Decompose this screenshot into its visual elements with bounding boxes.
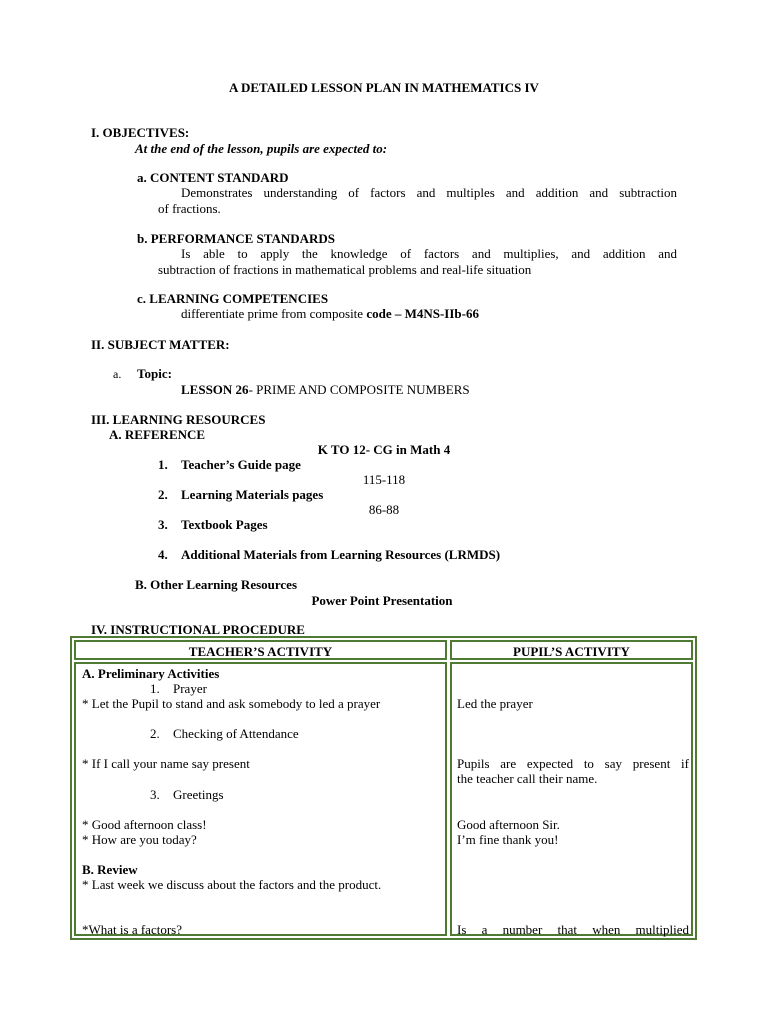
subject-matter-heading: II. SUBJECT MATTER: [91, 337, 230, 352]
pupil-greet-2: I’m fine thank you! [457, 832, 559, 847]
attendance-label: Checking of Attendance [173, 726, 299, 741]
prayer-num: 1. [150, 681, 160, 696]
pupil-attendance-2: the teacher call their name. [457, 771, 598, 786]
attendance-instruction: * If I call your name say present [82, 756, 250, 771]
performance-standards-line1: Is able to apply the knowledge of factors and multiplies, and addition and [181, 246, 677, 261]
topic-letter: a. [113, 367, 122, 381]
greeting-line-2: * How are you today? [82, 832, 197, 847]
procedure-heading: IV. INSTRUCTIONAL PROCEDURE [91, 622, 305, 637]
learning-competencies-label: c. LEARNING COMPETENCIES [137, 291, 329, 306]
resource-item-1-value: 115-118 [362, 472, 406, 487]
reference-label: A. REFERENCE [109, 427, 206, 442]
prayer-label: Prayer [173, 681, 207, 696]
pupil-header: PUPIL’S ACTIVITY [513, 644, 630, 659]
lesson-label: LESSON 26 [181, 382, 249, 397]
prayer-instruction: * Let the Pupil to stand and ask somebody to led a prayer [82, 696, 381, 711]
resource-item-2-label: Learning Materials pages [181, 487, 324, 502]
competency-code: code – M4NS-IIb-66 [366, 306, 479, 321]
preliminary-activities: A. Preliminary Activities [82, 666, 220, 681]
teacher-header-cell [74, 640, 447, 660]
objectives-intro: At the end of the lesson, pupils are expected to: [135, 141, 388, 156]
resource-item-1-label: Teacher’s Guide page [181, 457, 301, 472]
learning-competencies-text [181, 306, 479, 321]
other-resources-label: B. Other Learning Resources [135, 577, 298, 592]
resource-item-4-num: 4. [158, 547, 168, 562]
pupil-answer: Is a number that when multiplied [457, 922, 689, 937]
resource-item-4-label: Additional Materials from Learning Resources (LRMDS) [181, 547, 501, 562]
lesson-line [181, 382, 470, 397]
greetings-label: Greetings [173, 787, 224, 802]
review-line: * Last week we discuss about the factors and the product. [82, 877, 382, 892]
review-heading: B. Review [82, 862, 138, 877]
reference-title: K TO 12- CG in Math 4 [317, 442, 451, 457]
content-standard-label: a. CONTENT STANDARD [137, 170, 289, 185]
pupil-greet-1: Good afternoon Sir. [457, 817, 560, 832]
resource-item-2-value: 86-88 [368, 502, 400, 517]
teacher-activity-cell [74, 662, 447, 936]
objectives-heading: I. OBJECTIVES: [91, 125, 190, 140]
competency-text: differentiate prime from composite [181, 306, 367, 321]
pupil-activity-cell [450, 662, 693, 936]
resource-item-1-num: 1. [158, 457, 168, 472]
content-standard-line1: Demonstrates understanding of factors and multiples and addition and subtraction [181, 185, 677, 200]
performance-standards-line2: subtraction of fractions in mathematical problems and real-life situation [158, 262, 532, 277]
factors-question: *What is a factors? [82, 922, 182, 937]
resource-item-3-num: 3. [158, 517, 168, 532]
resource-item-3-label: Textbook Pages [181, 517, 268, 532]
page-title: A DETAILED LESSON PLAN IN MATHEMATICS IV [229, 80, 539, 95]
content-standard-line2: of fractions. [158, 201, 221, 216]
pupil-attendance-1: Pupils are expected to say present if [457, 756, 689, 771]
lesson-title: - PRIME AND COMPOSITE NUMBERS [248, 382, 470, 397]
pupil-header-cell [450, 640, 693, 660]
procedure-table [70, 636, 697, 940]
resource-item-2-num: 2. [158, 487, 168, 502]
other-resources-value: Power Point Presentation [311, 593, 453, 608]
performance-standards-label: b. PERFORMANCE STANDARDS [137, 231, 336, 246]
attendance-num: 2. [150, 726, 160, 741]
topic-label: Topic: [137, 366, 172, 381]
learning-resources-heading: III. LEARNING RESOURCES [91, 412, 266, 427]
greeting-line-1: * Good afternoon class! [82, 817, 207, 832]
greetings-num: 3. [150, 787, 160, 802]
pupil-prayer: Led the prayer [457, 696, 533, 711]
teacher-header: TEACHER’S ACTIVITY [188, 644, 333, 659]
